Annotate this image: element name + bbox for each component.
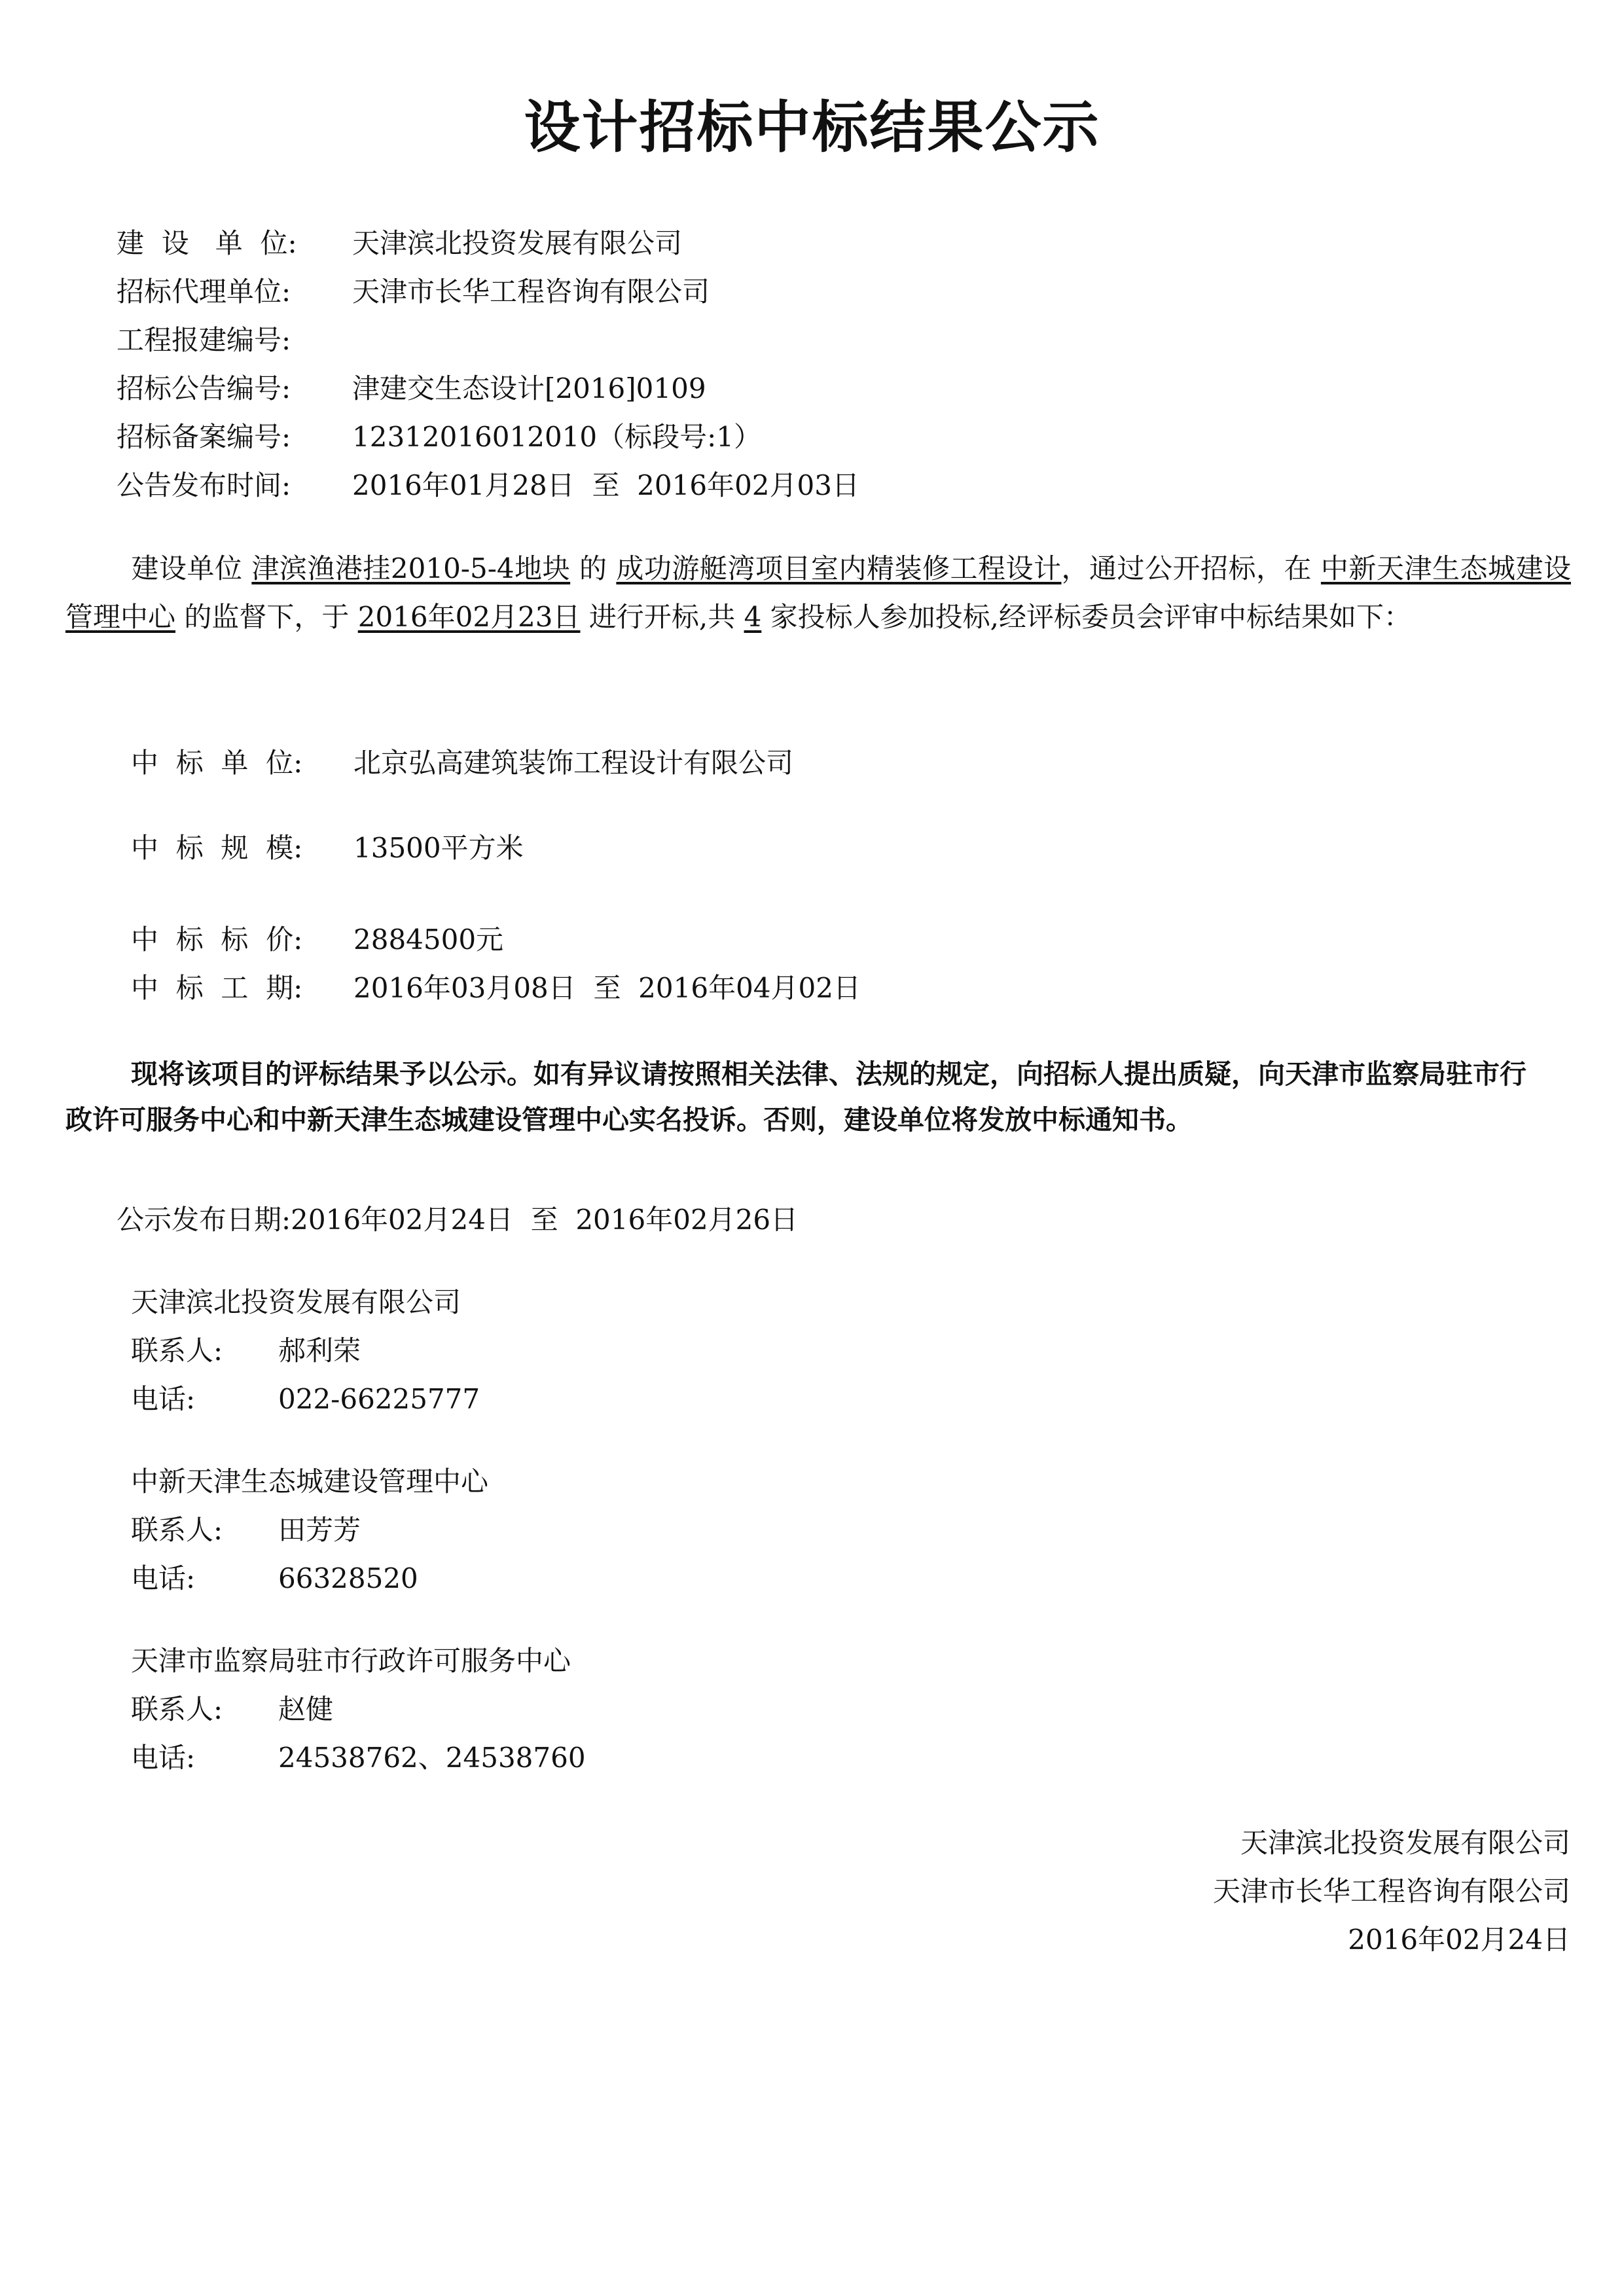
signature-org-1: 天津滨北投资发展有限公司 bbox=[1240, 1827, 1570, 1859]
meta-value: 2016年01月28日 至 2016年02月03日 bbox=[352, 469, 859, 501]
meta-label: 招标公告编号: bbox=[117, 372, 291, 404]
meta-value: 12312016012010（标段号:1） bbox=[352, 421, 761, 453]
plot-number: 津滨渔港挂2010-5-4地块 bbox=[251, 552, 571, 584]
meta-row-builder bbox=[117, 224, 682, 263]
award-value: 13500平方米 bbox=[353, 832, 524, 864]
meta-row-announcement-no bbox=[117, 369, 706, 408]
contact-person-row: 联系人: 赵健 bbox=[131, 1693, 334, 1725]
award-label: 中 标 工 期: bbox=[131, 972, 303, 1004]
project-name: 成功游艇湾项目室内精装修工程设计 bbox=[616, 552, 1062, 584]
award-label: 中 标 单 位: bbox=[131, 747, 303, 779]
contact-phone-row: 电话: 24538762、24538760 bbox=[131, 1742, 586, 1774]
contact-phone: 24538762、24538760 bbox=[278, 1742, 586, 1774]
contact-person-row: 联系人: 郝利荣 bbox=[131, 1335, 361, 1367]
supervisor-name: 中新天津生态城建设管理中心 bbox=[65, 552, 1571, 633]
bidder-count: 4 bbox=[744, 601, 762, 633]
meta-label: 工程报建编号: bbox=[117, 324, 291, 356]
contact-phone-row: 电话: 022-66225777 bbox=[131, 1383, 480, 1415]
award-row-scale bbox=[131, 829, 524, 868]
contact-org: 天津滨北投资发展有限公司 bbox=[131, 1286, 461, 1318]
meta-value: 天津滨北投资发展有限公司 bbox=[352, 227, 683, 259]
award-value: 2016年03月08日 至 2016年04月02日 bbox=[353, 972, 861, 1004]
award-label: 中 标 规 模: bbox=[131, 832, 303, 864]
meta-label: 招标代理单位: bbox=[117, 276, 291, 308]
contact-person-row: 联系人: 田芳芳 bbox=[131, 1514, 361, 1546]
opening-date: 2016年02月23日 bbox=[357, 601, 581, 633]
contact-org: 天津市监察局驻市行政许可服务中心 bbox=[131, 1645, 571, 1677]
award-row-period bbox=[131, 969, 861, 1008]
meta-label: 建 设 单 位: bbox=[117, 227, 297, 259]
award-label: 中 标 标 价: bbox=[131, 924, 303, 956]
meta-label: 公告发布时间: bbox=[117, 469, 291, 501]
contact-org: 中新天津生态城建设管理中心 bbox=[131, 1465, 489, 1498]
contact-person: 田芳芳 bbox=[278, 1514, 361, 1546]
meta-row-registration-no bbox=[117, 321, 352, 360]
meta-value: 津建交生态设计[2016]0109 bbox=[352, 372, 706, 404]
award-value: 北京弘高建筑装饰工程设计有限公司 bbox=[353, 747, 794, 779]
publicity-value: 2016年02月24日 至 2016年02月26日 bbox=[291, 1204, 799, 1236]
meta-row-agent bbox=[117, 272, 710, 312]
contact-phone-row: 电话: 66328520 bbox=[131, 1562, 418, 1594]
objection-notice: 现将该项目的评标结果予以公示。如有异议请按照相关法律、法规的规定，向招标人提出质疑，向天津市监察局驻市行政许可服务中心和中新天津生态城建设管理中心实名投诉。否则，建设单位将发放中标通知书。 bbox=[65, 1058, 1526, 1136]
meta-label: 招标备案编号: bbox=[117, 421, 291, 453]
contact-phone: 022-66225777 bbox=[278, 1383, 480, 1415]
award-value: 2884500元 bbox=[353, 924, 504, 956]
meta-row-announce-period bbox=[117, 466, 859, 505]
signature-date: 2016年02月24日 bbox=[1348, 1924, 1570, 1956]
document-title: 设计招标中标结果公示 bbox=[524, 94, 1100, 160]
contact-phone: 66328520 bbox=[278, 1562, 418, 1594]
award-row-winner bbox=[131, 744, 793, 783]
body-paragraph: 建设单位 津滨渔港挂2010-5-4地块 的 成功游艇湾项目室内精装修工程设计，通过公开招标，在 中新天津生态城建设管理中心 的监督下，于 2016年02月23日 进行开标,共 4 家投标人参加投标,经评标委员会评审中标结果如下： bbox=[65, 552, 1571, 633]
signature-org-2: 天津市长华工程咨询有限公司 bbox=[1212, 1875, 1570, 1907]
publicity-label: 公示发布日期: bbox=[117, 1204, 291, 1236]
meta-value: 天津市长华工程咨询有限公司 bbox=[352, 276, 710, 308]
contact-person: 郝利荣 bbox=[278, 1335, 361, 1367]
publicity-period bbox=[117, 1200, 798, 1240]
contact-person: 赵健 bbox=[278, 1693, 334, 1725]
award-row-price bbox=[131, 920, 503, 960]
meta-row-filing-no bbox=[117, 418, 761, 457]
